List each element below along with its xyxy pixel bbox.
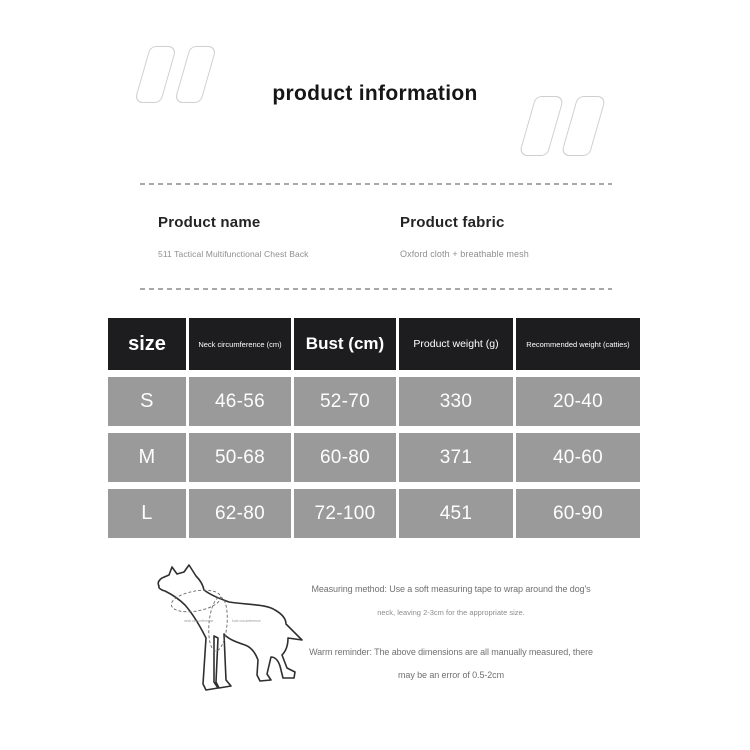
table-cell-bust-s: 52-70 [294,377,396,426]
measuring-method-line1: Measuring method: Use a soft measuring tape to wrap around the dog's [311,584,591,594]
size-table [108,318,640,538]
table-cell-recommended-s: 20-40 [516,377,640,426]
table-cell-size-l: L [108,489,186,538]
product-fabric-value: Oxford cloth + breathable mesh [400,249,529,259]
dashed-divider [140,183,612,185]
product-name-label: Product name [158,214,261,231]
table-cell-neck-l: 62-80 [189,489,291,538]
neck-measure-label: neck circumference [184,619,214,623]
table-cell-weight-s: 330 [399,377,513,426]
dog-outline-icon [158,565,302,690]
product-fabric-label: Product fabric [400,214,505,231]
table-header-neck: Neck circumference (cm) [189,318,291,370]
measuring-method-line2: neck, leaving 2-3cm for the appropriate size. [377,608,525,617]
close-quote-icon [527,96,598,156]
table-cell-size-m: M [108,433,186,482]
table-cell-neck-s: 46-56 [189,377,291,426]
product-name-value: 511 Tactical Multifunctional Chest Back [158,249,309,259]
table-header-recommended: Recommended weight (catties) [516,318,640,370]
table-cell-weight-l: 451 [399,489,513,538]
footer-notes [298,584,604,680]
page-title: product information [272,82,478,105]
table-header-bust: Bust (cm) [294,318,396,370]
quote-stroke-icon [560,96,606,156]
warm-reminder-line2: may be an error of 0.5-2cm [398,670,504,680]
table-cell-bust-l: 72-100 [294,489,396,538]
warm-reminder-line1: Warm reminder: The above dimensions are all manually measured, there [309,647,593,657]
table-cell-weight-m: 371 [399,433,513,482]
table-header-size: size [108,318,186,370]
table-cell-neck-m: 50-68 [189,433,291,482]
table-cell-recommended-m: 40-60 [516,433,640,482]
table-cell-recommended-l: 60-90 [516,489,640,538]
dog-measuring-diagram [136,562,322,712]
dashed-divider [140,288,612,290]
table-cell-size-s: S [108,377,186,426]
table-cell-bust-m: 60-80 [294,433,396,482]
table-header-weight: Product weight (g) [399,318,513,370]
bust-measure-label: bust circumference [232,619,261,623]
